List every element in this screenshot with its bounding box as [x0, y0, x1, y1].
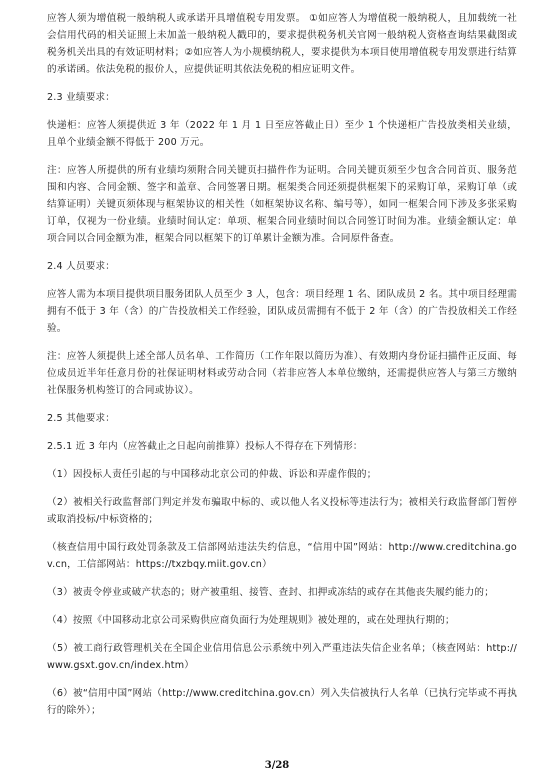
tax-requirement-paragraph: 应答人须为增值税一般纳税人或承诺开具增值税专用发票。 ①如应答人为增值税一般纳税人，且加载统一社会信用代码的相关证照上未加盖一般纳税人戳印的，要求提供税务机关官网一般纳税人资格查询结果截图或税务机关出具的有效证明材料；②如应答人为小规模纳税人，要求提供为本项目使用增值税专用发票进行结算的承诺函。依法免税的报价人，应提供证明其依法免税的相应证明文件。	[47, 13, 517, 75]
list-item-6: （6）被“信用中国”网站（http://www.creditchina.gov.cn）列入失信被执行人名单（已执行完毕或不再执行的除外）；	[47, 688, 517, 716]
section-heading-2-4: 2.4 人员要求：	[47, 261, 116, 272]
section-heading-2-5: 2.5 其他要求：	[47, 413, 116, 424]
list-item-2-verification: （核查信用中国行政处罚条款及工信部网站违法失约信息，“信用中国”网站：http://www.creditchina.gov.cn，工信部网站：https://txzbqy.miit.gov.cn）	[47, 542, 517, 570]
list-item-2: （2）被相关行政监督部门判定并发布骗取中标的、或以他人名义投标等违法行为；被相关行政监督部门暂停或取消投标/中标资格的；	[47, 497, 517, 525]
performance-note-paragraph: 注：应答人所提供的所有业绩均须附合同关键页扫描件作为证明。合同关键页须至少包含合同首页、服务范围和内容、合同金额、签字和盖章、合同签署日期。框架类合同还须提供框架下的采购订单，采购订单（或结算证明）关键页须体现与框架协议的相关性（如框架协议名称、编号等），如同一框架合同下涉及多张采购订单，仅视为一份业绩。业绩时间认定：单项、框架合同业绩时间以合同签订时间为准。业绩金额认定：单项合同以合同金额为准，框架合同以框架下的订单累计金额为准。合同原件备查。	[47, 165, 517, 244]
document-body	[47, 10, 517, 719]
list-item-5: （5）被工商行政管理机关在全国企业信用信息公示系统中列入严重违法失信企业名单；（核查网站：http://www.gsxt.gov.cn/index.htm）	[47, 643, 517, 671]
performance-requirement-paragraph: 快递柜：应答人须提供近 3 年（2022 年 1 月 1 日至应答截止日）至少 1 个快递柜广告投放类相关业绩，且单个业绩金额不得低于 200 万元。	[47, 120, 517, 148]
section-heading-2-3: 2.3 业绩要求：	[47, 92, 116, 103]
list-item-4: （4）按照《中国移动北京公司采购供应商负面行为处理规则》被处理的，或在处理执行期的；	[47, 615, 455, 626]
section-heading-2-5-1: 2.5.1 近 3 年内（应答截止之日起向前推算）投标人不得存在下列情形：	[47, 441, 363, 452]
list-item-1: （1）因投标人责任引起的与中国移动北京公司的仲裁、诉讼和弄虚作假的；	[47, 469, 377, 480]
page-number: 3/28	[264, 760, 290, 771]
list-item-3: （3）被责令停业或破产状态的；财产被重组、接管、查封、扣押或冻结的或存在其他丧失履约能力的；	[47, 587, 495, 598]
personnel-note-paragraph: 注：应答人须提供上述全部人员名单、工作简历（工作年限以简历为准）、有效期内身份证扫描件正反面、每位成员近半年任意月份的社保证明材料或劳动合同（若非应答人本单位缴纳，还需提供应答人与第三方缴纳社保服务机构签订的合同或协议）。	[47, 351, 517, 396]
personnel-requirement-paragraph: 应答人需为本项目提供项目服务团队人员至少 3 人，包含：项目经理 1 名、团队成员 2 名。其中项目经理需拥有不低于 3 年（含）的广告投放相关工作经验，团队成员需拥有不低于 2 年（含）的广告投放相关工作经验。	[47, 289, 517, 334]
